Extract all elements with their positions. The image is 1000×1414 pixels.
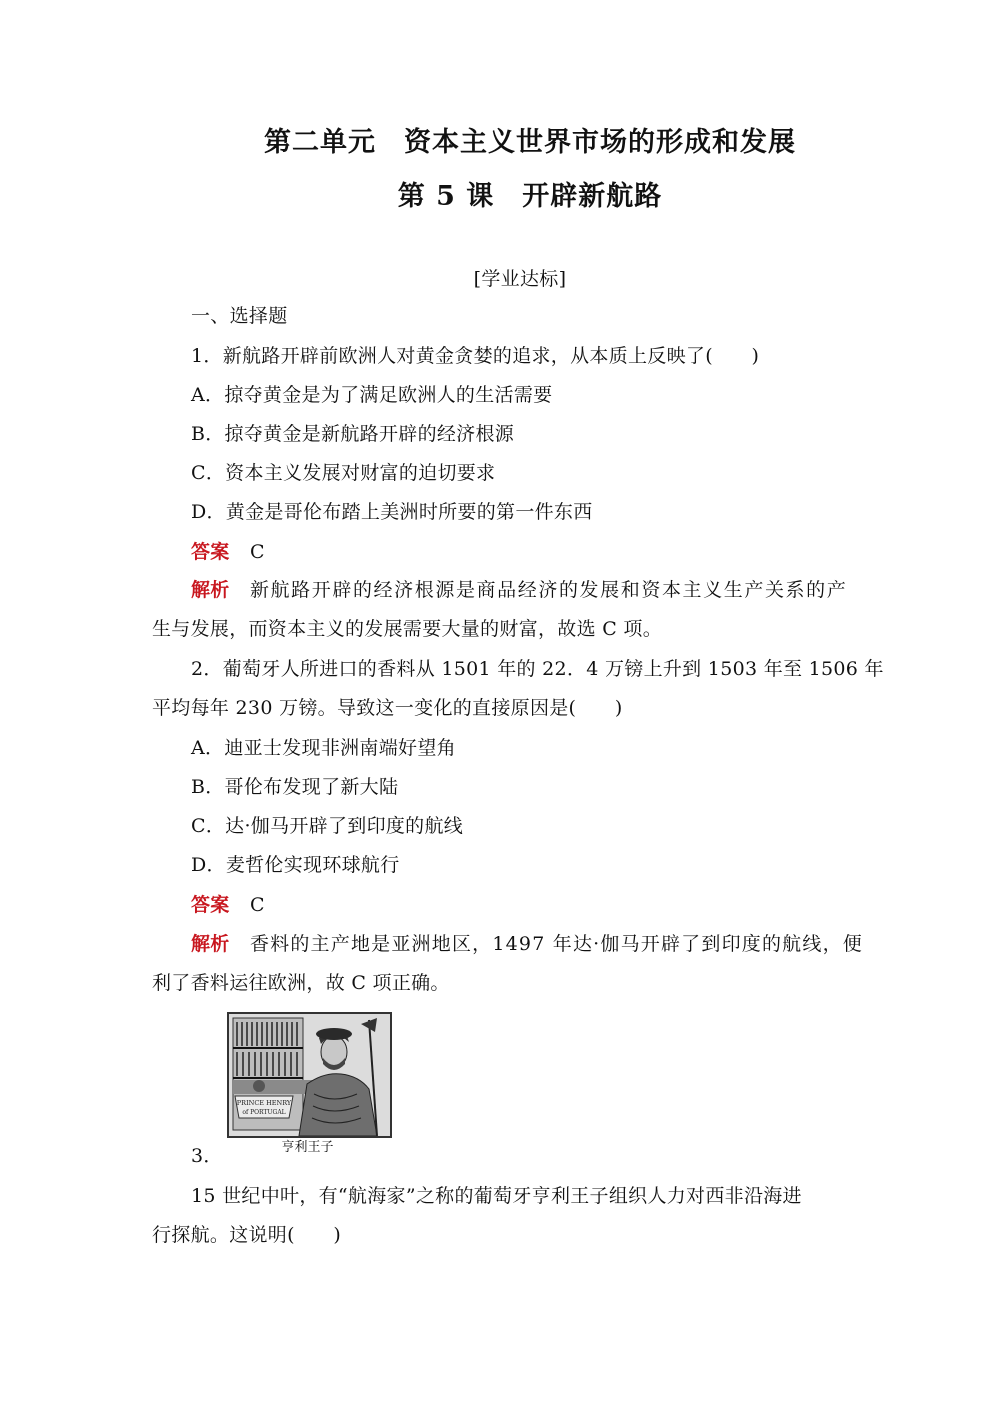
q2-answer	[191, 890, 265, 917]
answer-label: 答案	[191, 894, 230, 916]
q2-option-b: B．哥伦布发现了新大陆	[191, 776, 399, 798]
analysis-label: 解析	[191, 579, 230, 601]
q2-stem-line1: 2．葡萄牙人所进口的香料从 1501 年的 22．4 万镑上升到 1503 年至 1506 年	[191, 658, 884, 680]
q2-option-d: D．麦哲伦实现环球航行	[191, 854, 400, 876]
answer-label: 答案	[191, 541, 230, 563]
analysis-text: 新航路开辟的经济根源是商品经济的发展和资本主义生产关系的产	[249, 579, 848, 601]
q2-option-a: A．迪亚士发现非洲南端好望角	[191, 737, 456, 759]
section-label: [学业达标]	[473, 268, 567, 290]
q2-stem-line2: 平均每年 230 万镑。导致这一变化的直接原因是( )	[152, 697, 623, 719]
analysis-text: 香料的主产地是亚洲地区，1497 年达·伽马开辟了到印度的航线，便	[249, 933, 863, 955]
q2-analysis-line1	[191, 929, 863, 956]
part-label: 一、选择题	[191, 305, 288, 327]
portrait-engraving	[229, 1014, 390, 1136]
q1-analysis-line1	[191, 575, 849, 602]
inscription-line1: PRINCE HENRY	[236, 1099, 292, 1107]
q1-analysis-line2: 生与发展，而资本主义的发展需要大量的财富，故选 C 项。	[152, 618, 663, 640]
answer-value: C	[249, 541, 265, 563]
prince-henry-portrait	[227, 1012, 392, 1138]
unit-title: 第二单元 资本主义世界市场的形成和发展	[264, 127, 796, 158]
q1-option-c: C．资本主义发展对财富的迫切要求	[191, 462, 496, 484]
q3-stem-line1: 15 世纪中叶，有“航海家”之称的葡萄牙亨利王子组织人力对西非沿海进	[191, 1185, 802, 1207]
lesson-title: 第 5 课 开辟新航路	[397, 181, 663, 212]
q1-answer	[191, 537, 265, 564]
q1-option-b: B．掠夺黄金是新航路开辟的经济根源	[191, 423, 515, 445]
q2-analysis-line2: 利了香料运往欧洲，故 C 项正确。	[152, 972, 450, 994]
analysis-label: 解析	[191, 933, 230, 955]
figure-caption: 亨利王子	[281, 1140, 334, 1155]
answer-value: C	[249, 894, 265, 916]
q3-number: 3．	[191, 1145, 223, 1167]
q1-option-a: A．掠夺黄金是为了满足欧洲人的生活需要	[191, 384, 553, 406]
inscription-line2: of PORTUGAL	[242, 1109, 286, 1116]
q3-stem-line2: 行探航。这说明( )	[152, 1224, 342, 1246]
q2-option-c: C．达·伽马开辟了到印度的航线	[191, 815, 464, 837]
q1-stem: 1．新航路开辟前欧洲人对黄金贪婪的追求，从本质上反映了( )	[191, 345, 760, 367]
q1-option-d: D．黄金是哥伦布踏上美洲时所要的第一件东西	[191, 501, 593, 523]
